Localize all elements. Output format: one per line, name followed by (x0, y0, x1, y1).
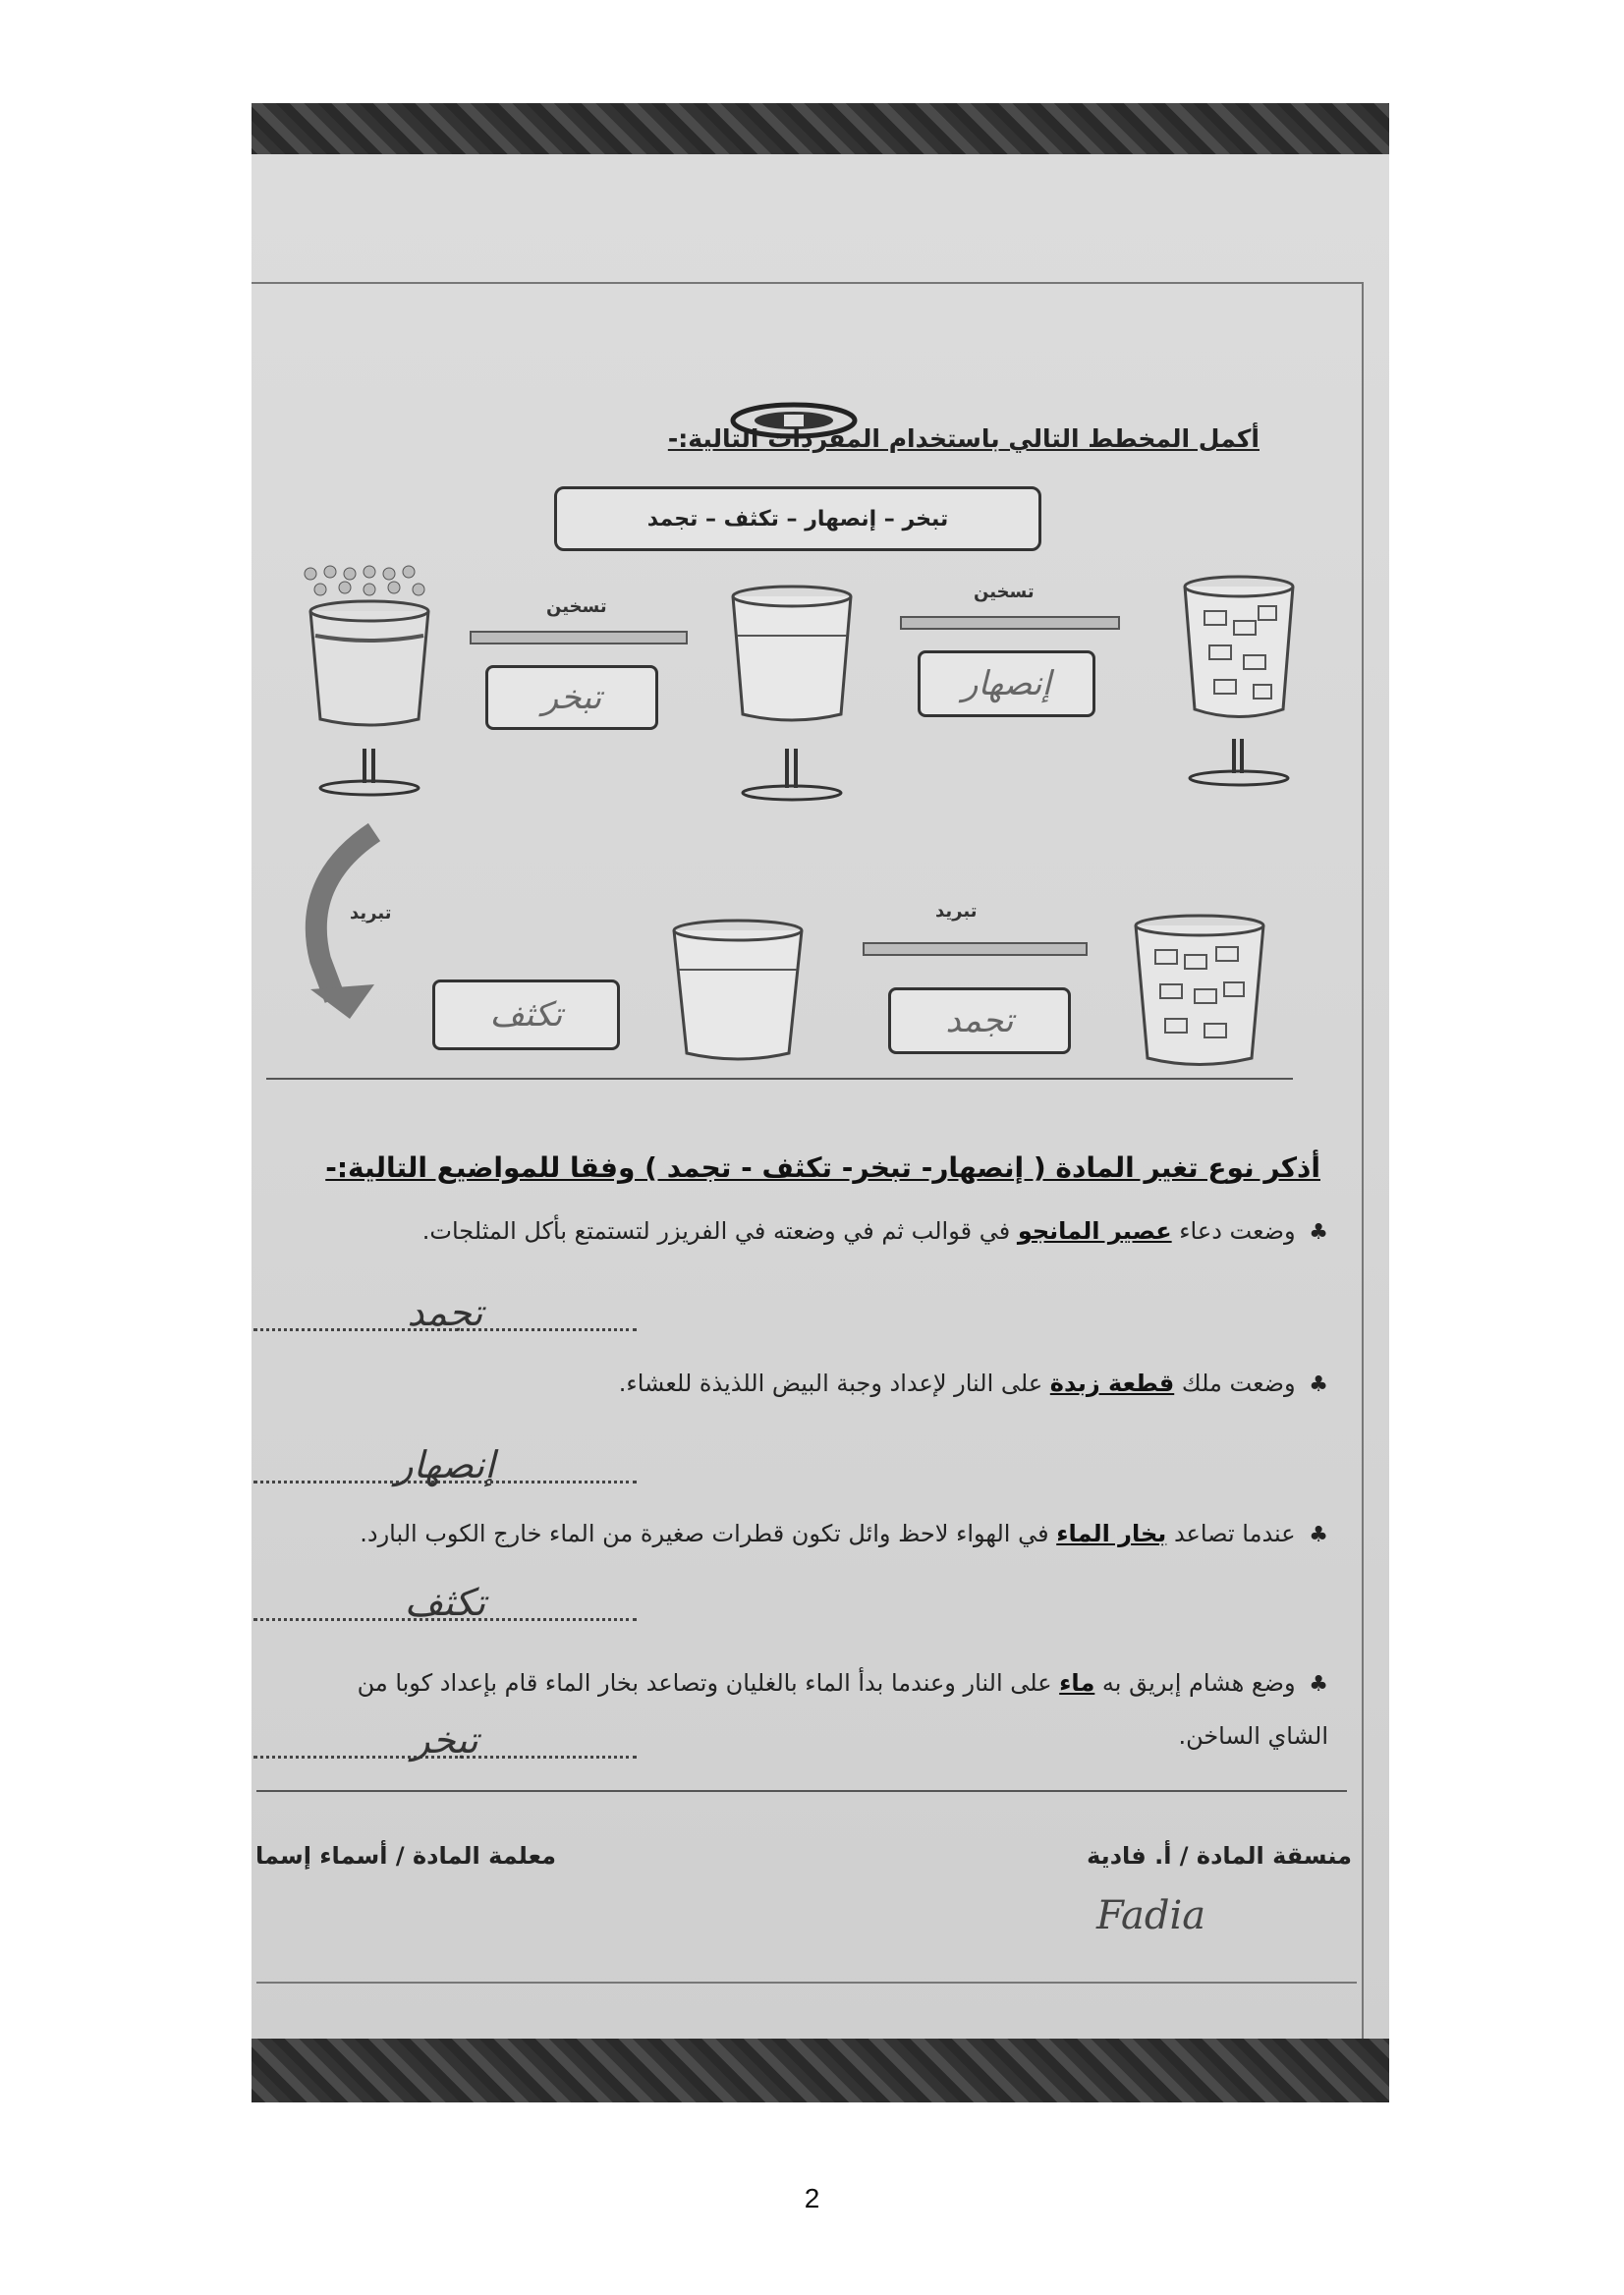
teacher-name: معلمة المادة / أسماء إسما (255, 1842, 556, 1870)
condensation-answer-box (432, 980, 620, 1050)
section-divider-2 (256, 1790, 1347, 1792)
carpet-background-top (252, 103, 1389, 162)
section-divider-3 (256, 1982, 1357, 1984)
question-1-answer: تجمد (407, 1291, 483, 1334)
melting-answer-box (918, 650, 1095, 717)
heating-label-1: تسخين (974, 582, 1035, 602)
section-divider-1 (266, 1078, 1293, 1080)
word-bank-box (554, 486, 1041, 551)
question-4-after: على النار وعندما بدأ الماء بالغليان وتصاعد بخار الماء قام بإعداد كوبا من الشاي الساخن. (357, 1669, 1328, 1750)
club-bullet-icon: ♣ (1309, 1220, 1328, 1245)
cooling-arrow (863, 942, 1088, 956)
answer-line-1 (253, 1289, 637, 1334)
club-bullet-icon: ♣ (1309, 1523, 1328, 1547)
boiling-beaker-icon (291, 562, 448, 798)
answer-line-2 (253, 1441, 637, 1486)
question-4-before: وضع هشام إبريق به (1094, 1669, 1296, 1697)
evaporation-answer: تبخر (541, 678, 602, 717)
signature: Fadia (1096, 1893, 1206, 1938)
heating-label-2: تسخين (546, 596, 607, 617)
question-1-after: في قوالب ثم في وضعته في الفريزر لتستمتع بأكل المثلجات. (421, 1217, 1018, 1245)
worksheet-photo (252, 103, 1389, 2102)
coordinator-name: منسقة المادة / أ. فادية (1087, 1842, 1352, 1870)
heating-arrow-1 (900, 616, 1120, 630)
question-item-2 (307, 1358, 1328, 1411)
condensation-answer: تكثف (489, 995, 563, 1035)
question-3-after: في الهواء لاحظ وائل تكون قطرات صغيرة من الماء خارج الكوب البارد. (360, 1520, 1057, 1547)
water-beaker-icon-1 (713, 577, 870, 803)
water-beaker-icon-2 (659, 916, 816, 1073)
ice-container-icon (1126, 906, 1273, 1078)
club-bullet-icon: ♣ (1309, 1672, 1328, 1697)
question-item-1 (307, 1205, 1328, 1259)
cooling-label-2: تبريد (935, 901, 978, 922)
heating-arrow-2 (470, 631, 688, 644)
questions-instruction: أذكر نوع تغير المادة ( إنصهار- تبخر- تكثف - تجمد ) وفقا للمواضيع التالية:- (325, 1151, 1320, 1184)
club-bullet-icon: ♣ (1309, 1372, 1328, 1397)
question-4-answer: تبخر (412, 1718, 478, 1762)
question-3-answer: تكثف (404, 1581, 486, 1624)
question-1-before: وضعت دعاء (1171, 1217, 1296, 1245)
melting-answer: إنصهار (962, 664, 1051, 703)
question-2-key: قطعة زبدة (1049, 1370, 1175, 1397)
question-4-key: ماء (1059, 1669, 1095, 1697)
freezing-answer: تجمد (945, 1001, 1014, 1040)
answer-line-4 (253, 1716, 637, 1762)
carpet-background-bottom (252, 2039, 1389, 2102)
question-3-key: بخار الماء (1056, 1520, 1167, 1547)
question-3-before: عندما تصاعد (1166, 1520, 1296, 1547)
question-1-key: عصير المانجو (1017, 1217, 1172, 1245)
worksheet-paper (252, 154, 1389, 2042)
question-2-after: على النار لإعداد وجبة البيض اللذيذة للعشاء. (618, 1370, 1050, 1397)
cooling-label-1: تبريد (350, 903, 392, 924)
question-2-answer: إنصهار (395, 1443, 495, 1486)
diagram-instruction: أكمل المخطط التالي باستخدام المفردات التالية:- (667, 424, 1260, 453)
question-item-3 (307, 1508, 1328, 1561)
answer-line-3 (253, 1579, 637, 1624)
page-number: 2 (804, 2183, 820, 2213)
ice-beaker-icon (1165, 567, 1313, 793)
freezing-answer-box (888, 987, 1071, 1054)
evaporation-answer-box (485, 665, 658, 730)
question-2-before: وضعت ملك (1174, 1370, 1296, 1397)
word-bank-text: تبخر – إنصهار – تكثف – تجمد (646, 506, 949, 532)
